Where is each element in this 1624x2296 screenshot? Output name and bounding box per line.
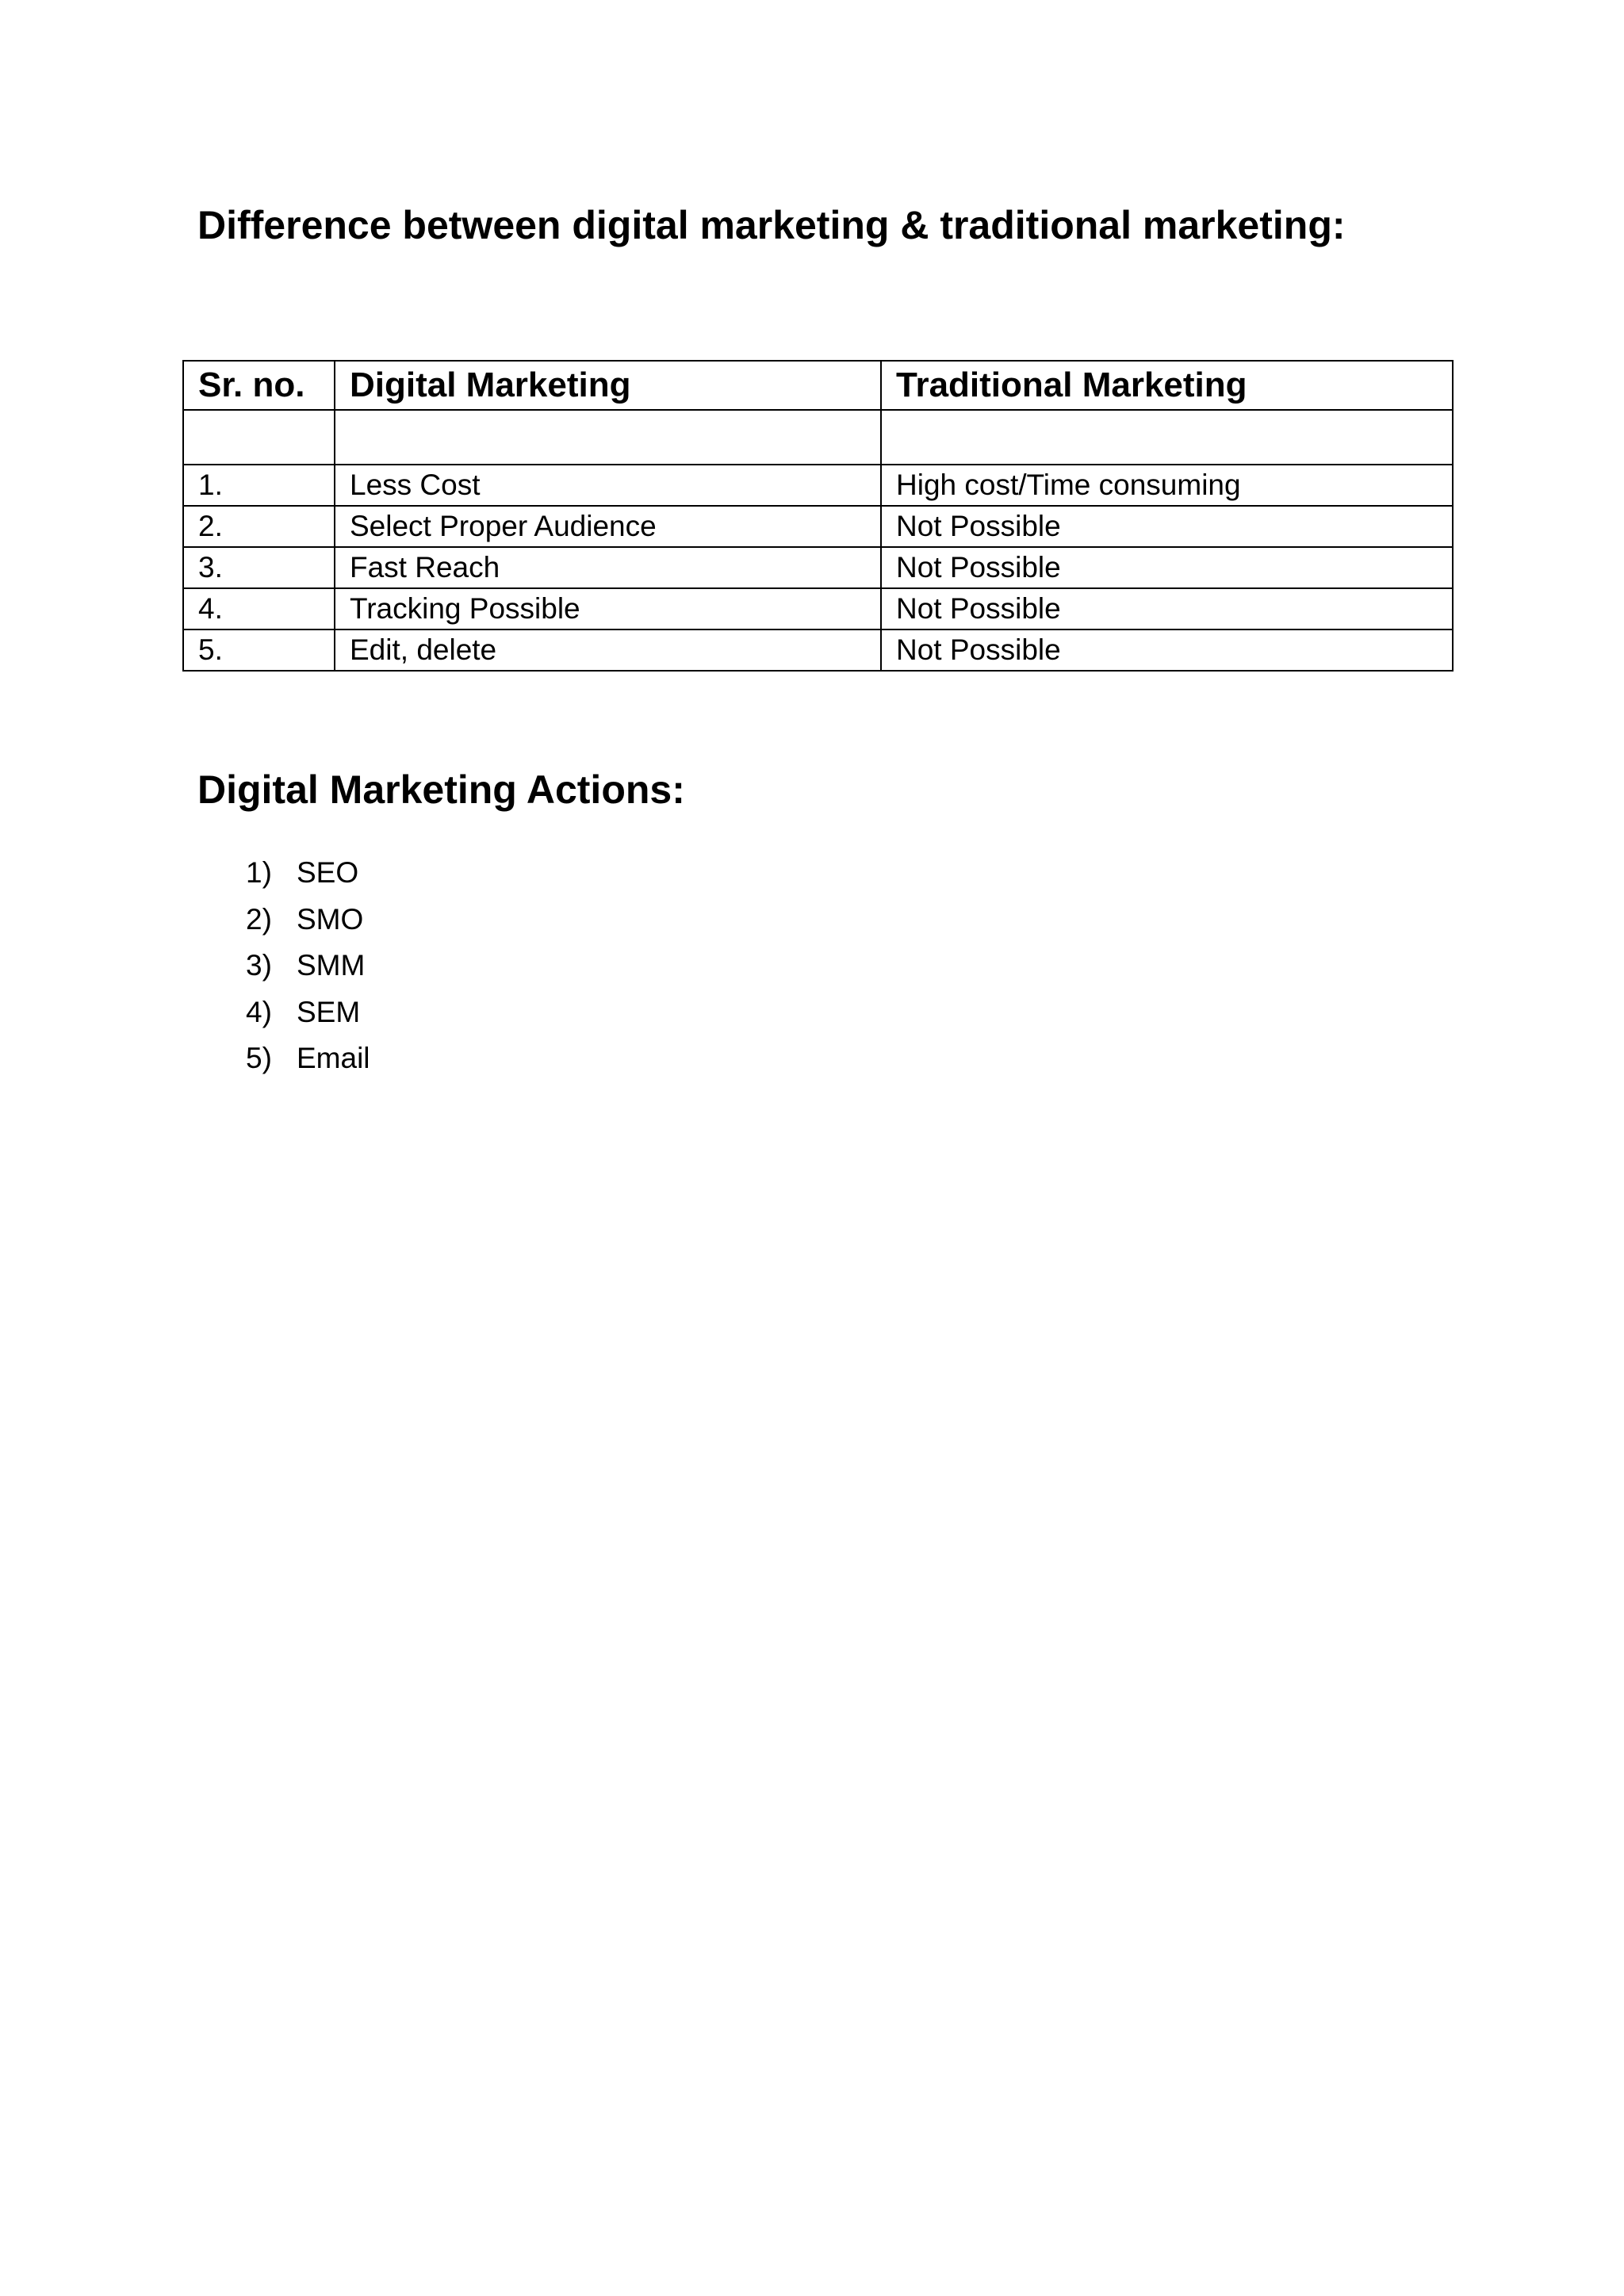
list-item-label: Email	[297, 1042, 370, 1074]
table-cell-sr-no: 2.	[183, 506, 335, 547]
table-row	[183, 465, 1453, 506]
actions-list	[246, 850, 370, 1082]
list-item-label: SMO	[297, 902, 364, 936]
table-cell	[881, 410, 1453, 465]
list-item-number: 1)	[246, 856, 272, 889]
column-header-sr-no: Sr. no.	[183, 361, 335, 410]
table-row	[183, 506, 1453, 547]
table-cell-sr-no: 3.	[183, 547, 335, 588]
list-item-label: SEO	[297, 856, 359, 889]
page-title: Difference between digital marketing & traditional marketing:	[197, 203, 1346, 247]
table-cell-traditional: High cost/Time consuming	[881, 465, 1453, 506]
table-cell-digital: Less Cost	[335, 465, 881, 506]
table-cell	[335, 410, 881, 465]
table-cell-digital: Fast Reach	[335, 547, 881, 588]
table-cell-digital: Edit, delete	[335, 629, 881, 671]
list-item-label: SEM	[297, 995, 361, 1028]
table-cell-traditional: Not Possible	[881, 629, 1453, 671]
table-row	[183, 588, 1453, 629]
list-item-label: SMM	[297, 949, 366, 982]
table-cell-sr-no: 1.	[183, 465, 335, 506]
table-row	[183, 547, 1453, 588]
column-header-digital-marketing: Digital Marketing	[335, 361, 881, 410]
list-item	[246, 897, 370, 943]
list-item-number: 5)	[246, 1042, 272, 1074]
table-cell-digital: Select Proper Audience	[335, 506, 881, 547]
table-cell-digital: Tracking Possible	[335, 588, 881, 629]
table-empty-row	[183, 410, 1453, 465]
list-item	[246, 943, 370, 989]
table-cell-sr-no: 4.	[183, 588, 335, 629]
section-heading-actions: Digital Marketing Actions:	[197, 767, 685, 812]
list-item	[246, 1035, 370, 1082]
list-item	[246, 850, 370, 897]
comparison-table	[182, 360, 1454, 672]
column-header-traditional-marketing: Traditional Marketing	[881, 361, 1453, 410]
list-item	[246, 989, 370, 1036]
list-item-number: 4)	[246, 995, 272, 1028]
table-cell-traditional: Not Possible	[881, 547, 1453, 588]
table-header-row	[183, 361, 1453, 410]
table-cell-traditional: Not Possible	[881, 506, 1453, 547]
table-cell	[183, 410, 335, 465]
table-row	[183, 629, 1453, 671]
list-item-number: 3)	[246, 949, 272, 982]
list-item-number: 2)	[246, 902, 272, 936]
table-cell-traditional: Not Possible	[881, 588, 1453, 629]
table-cell-sr-no: 5.	[183, 629, 335, 671]
